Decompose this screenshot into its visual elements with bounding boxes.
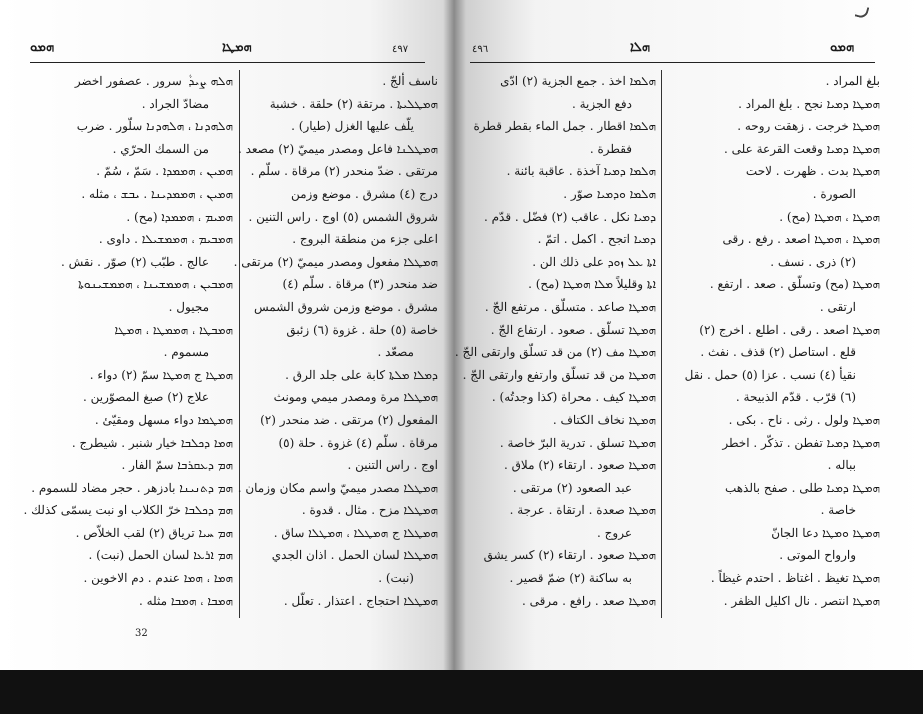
entry-line: ܗܡܐ ، ܗܡܐ عندم . دم الاخوين .	[83, 571, 233, 586]
entry-line: ܗܡܛܠܐ احتجاج . اعتذار . تعلّل .	[283, 593, 438, 608]
entry-line: شروق الشمس (٥) اوج . راس التنين .	[248, 209, 438, 224]
entry-line: ܗܡܛܐ ܕܡܝܐ نجح . بلغ المراد .	[738, 96, 880, 111]
left-header-left: ܗܡܘ	[30, 40, 55, 55]
entry-line: ܗܡܛܐ تسلق . تدرية البرّ خاصة .	[499, 435, 656, 450]
entry-line: ارتقى .	[819, 299, 856, 314]
entry-line: ܗܡ ܐܪܥܐ لسان الحمل (نبت) .	[88, 548, 233, 563]
left-page	[0, 0, 452, 670]
entry-line: ܗܡܛܐ مف (٢) من قد تسلّق وارتقى الجّ .	[454, 345, 656, 360]
entry-line: ܗܡܛܐ انتصر . نال اكليل الظفر .	[723, 593, 880, 608]
right-header-right: ܗܡܘ	[830, 40, 855, 55]
entry-line: ܗܡܛܡܐ دواء مسهل ومقيّئ .	[94, 412, 233, 427]
footer-page-number: 32	[135, 628, 148, 639]
entry-line: ܗܡܛܠܝܬܐ . مرتقة (٢) حلقة . خشبة	[269, 96, 438, 111]
entry-line: ܗܡܛܠܐ مصدر ميميّ واسم مكان وزمان .	[237, 480, 438, 495]
entry-line: ܗܡܛܐ صعود . ارتقاء (٢) كسر يشق	[483, 548, 656, 563]
entry-line: ܐܬܐ وقليلاً ܡܠܐ ܗܡܛܐ (مح) .	[528, 277, 656, 292]
entry-line: عبد الصعود (٢) مرتقى .	[512, 480, 632, 495]
entry-line: ܗܡܛܠܐ لسان الحمل . اذان الجدي	[271, 548, 438, 563]
entry-line: ܗܡܛܐ بدت . ظهرت . لاحت	[745, 164, 880, 179]
entry-line: ضد منحدر (٣) مرقاة . سلّم (٤)	[282, 277, 438, 292]
entry-line: ܗܡܛܐ ܕܡܝܐ وقعت القرعة على .	[724, 141, 880, 156]
entry-line: به ساكنة (٢) ضمّ قصير .	[509, 571, 632, 586]
entry-line: مسموم .	[163, 345, 209, 360]
entry-line: ܗܡܛܐ صاعد . متسلّق . مرتفع الجّ .	[484, 299, 656, 314]
entry-line: ܗܡܛܐ ، ܗܡܛܐ (مح) .	[779, 209, 880, 224]
entry-line: ܗܡܒܛܐ ، ܗܡܡܛܐ ، ܗܡܛܐ	[114, 322, 233, 337]
entry-line: ܗܡܛܐ اصعد . رقى . اطلع . اخرج (٢)	[699, 322, 880, 337]
entry-line: خاصة .	[820, 503, 856, 518]
entry-line: ܗܡܛܐ كيف . محراة (كذا وجدتُه) .	[491, 390, 656, 405]
entry-line: ܗܡܛܐ من قد تسلّق وارتفع وارتقى الجّ .	[462, 367, 656, 382]
entry-line: علاج (٢) صبغ المصوّرين .	[83, 390, 209, 405]
entry-line: ܗܡ ܕܟܠܒܐ خرّ الكلاب او نبت يسمّى كذلك .	[23, 503, 233, 518]
entry-line: ܗܠܡܐ ܕܡܝܐ آخذة . عاقبة بائنة .	[506, 164, 656, 179]
entry-line: بلغ المراد .	[825, 74, 880, 88]
left-header-rule	[30, 62, 425, 63]
left-header-center: ܗܡܛܐ	[222, 40, 252, 55]
entry-line: ܗܡܛܠܐ ج ܗܡܛܠܐ ، ܗܡܛܠܐ ساق .	[273, 525, 438, 540]
entry-line: ܗܠܗ ܨܝܕ ܵ سرور . عصفور اخضر	[74, 74, 233, 88]
entry-line: ܗܡܛܐ صعود . ارتقاء (٢) ملاق .	[503, 458, 656, 473]
entry-line: ܗܡܛܐ صعدة . ارتقاة . عرجة .	[509, 503, 656, 518]
entry-line: مجيول .	[168, 299, 209, 314]
entry-line: ܗܡܛܐ (مح) وتسلّق . صعد . ارتفع .	[709, 277, 880, 292]
left-page-column-left	[23, 70, 233, 612]
entry-line: عالج . طبّب (٢) صوّر . نقش .	[60, 254, 209, 269]
entry-line: فقطرة .	[589, 141, 632, 156]
entry-line: ܗܡܒܐ ، ܗܡܒܐ مثله .	[138, 593, 233, 608]
entry-line: ܗܡ ܚܝܐ ترياق (٢) لقب الخلاّص .	[75, 525, 233, 540]
entry-line: ܗܡܝܢ ، ܗܡܡܕܐ . سَمّ ، سُمّ .	[96, 164, 233, 179]
entry-line: ܗܠܗܕܢܐ ، ܗܠܗܕܢܐ سلّور . ضرب	[76, 119, 233, 134]
entry-line: ܗܡܒܝܡ ، ܗܡܡܫܝܠܐ . داوى .	[98, 232, 233, 247]
entry-line: ܗܡܛܐ ج ܗܡܛܐ سمّ (٢) دواء .	[89, 367, 233, 382]
entry-line: ܗܡܛܠܢܐ فاعل ومصدر ميميّ (٢) مصعد .	[237, 141, 438, 156]
entry-line: دفع الجزية .	[571, 96, 632, 111]
entry-line: وارواح الموتى .	[779, 548, 856, 563]
entry-line: ܗܠܡܐ اقطار . جمل الماء بقطر قطرة	[473, 119, 656, 134]
right-header-center: ܗܠܐ	[630, 40, 651, 55]
right-page-column-right	[668, 70, 880, 612]
entry-line: ܕܡܠܐ ܡܠܬܐ كابة على جلد الرق .	[285, 367, 438, 382]
entry-line: ܗܡܛܐ ولول . رثى . ناح . بكى .	[728, 412, 880, 427]
entry-line: ܗܡܛܐ تغيظ . اغتاظ . احتدم غيظاً .	[710, 571, 880, 586]
entry-line: ܗܡܛܠܐ مرة ومصدر ميمي ومونث	[273, 390, 438, 405]
entry-line: ܗܡܛܠܐ مفعول ومصدر ميميّ (٢) مرتقى .	[233, 254, 438, 269]
entry-line: (٦) قرّب . قدّم الذبيحة .	[735, 390, 856, 405]
entry-line: ܕܡܝܐ اتجح . اكمل . اتمّ .	[537, 232, 656, 247]
entry-line: ܗܡ ܕܬܢܝܢܐ بادزهر . حجر مضاد للسموم .	[31, 480, 233, 495]
entry-line: ܗܡܝܡ ، ܗܡܡܕܐ (مح) .	[126, 209, 233, 224]
left-page-number: ٤٩٧	[392, 44, 409, 55]
right-column-divider	[661, 70, 662, 618]
right-page-number: ٤٩٦	[472, 44, 489, 55]
entry-line: ܗܡܐ ܕܟܠܒܐ خيار شنبر . شيطرج .	[71, 435, 233, 450]
entry-line: مرتقى . ضدّ منحدر (٢) مرقاة . سلّم .	[250, 164, 438, 179]
entry-line: المفعول (٢) مرتقى . ضد منحدر (٢)	[260, 412, 438, 427]
entry-line: نقيأ (٤) نسب . عزا (٥) حمل . نقل	[684, 367, 856, 382]
entry-line: (٢) ذرى . نسف .	[770, 254, 856, 269]
entry-line: قلع . استاصل (٢) قذف . نفث .	[700, 345, 856, 360]
entry-line: ܗܡܛܠܐ مزح . مثال . قدوة .	[301, 503, 438, 518]
entry-line: ܐܬܐ ܥܠ ܙܘܕ على ذلك الن .	[532, 254, 656, 269]
entry-line: ܗܡܛܐ صعد . رافع . مرقى .	[521, 593, 656, 608]
entry-line: درج (٤) مشرق . موضع وزمن	[290, 186, 438, 201]
left-page-column-right	[233, 70, 438, 612]
page-corner-mark	[855, 5, 870, 20]
entry-line: ܗܡܛܐ ܘܡܛܐ دعا الجانّ	[771, 525, 880, 540]
right-page-column-left	[454, 70, 656, 612]
entry-line: الصورة .	[812, 186, 856, 201]
entry-line: من السمك الحرّي .	[112, 141, 209, 156]
entry-line: مضادّ الجراد .	[141, 96, 209, 111]
right-header-rule	[470, 62, 875, 63]
right-page	[454, 0, 923, 670]
entry-line: خاصة (٥) حلة . غزوة (٦) زئبق	[286, 322, 438, 337]
entry-line: ܗܡܛܐ ܕܡܝܐ طلى . صفح بالذهب	[724, 480, 880, 495]
entry-line: ܗܡܛܐ تسلّق . صعود . ارتفاع الجّ .	[490, 322, 656, 337]
entry-line: مشرق . موضع وزمن شروق الشمس	[253, 299, 438, 314]
entry-line: عروج .	[597, 525, 632, 540]
entry-line: ܗܡ ܕܥܩܪܒܐ سمّ الفار .	[121, 458, 233, 473]
entry-line: ܗܠܡܐ ܘܕܡܝܐ صوّر .	[563, 186, 656, 201]
entry-line: ܗܠܡܐ اخذ . جمع الجزية (٢) ادّى	[500, 74, 656, 88]
entry-line: ܗܡܛܐ ، ܗܡܛܐ اصعد . رفع . رقى	[722, 232, 880, 247]
entry-line: اوج . راس التنين .	[347, 458, 438, 473]
entry-line: ܗܡܒܝܢ ، ܗܡܡܫܝܢܐ ، ܗܡܡܫܝܢܘܬܐ	[78, 277, 233, 292]
scan-border	[0, 670, 923, 714]
entry-line: ܗܡܛܐ ܕܡܝܐ تفطن . تذكّر . اخطر	[722, 435, 880, 450]
entry-line: ܗܡܛܐ خرجت . زهقت روحه .	[737, 119, 880, 134]
entry-line: اعلى جزء من منطقة البروج .	[292, 232, 438, 247]
entry-line: ܗܡܝܢ ، ܗܡܡܕܝܢܐ . ܝܒܫ ، مثله .	[81, 186, 233, 201]
entry-line: مصعّد .	[377, 345, 414, 360]
entry-line: ناسف ألجّ .	[382, 74, 438, 88]
entry-line: (نبت) .	[378, 571, 414, 586]
entry-line: ܕܡܝܐ نكل . عاقب (٢) فضّل . قدّم .	[483, 209, 656, 224]
entry-line: ܗܡܛܐ نخاف الكتاف .	[552, 412, 656, 427]
entry-line: بباله .	[827, 458, 856, 473]
entry-line: مرقاة . سلّم (٤) غزوة . حلة (٥)	[278, 435, 438, 450]
entry-line: يلّف عليها الغزل (طيار) .	[291, 119, 414, 134]
